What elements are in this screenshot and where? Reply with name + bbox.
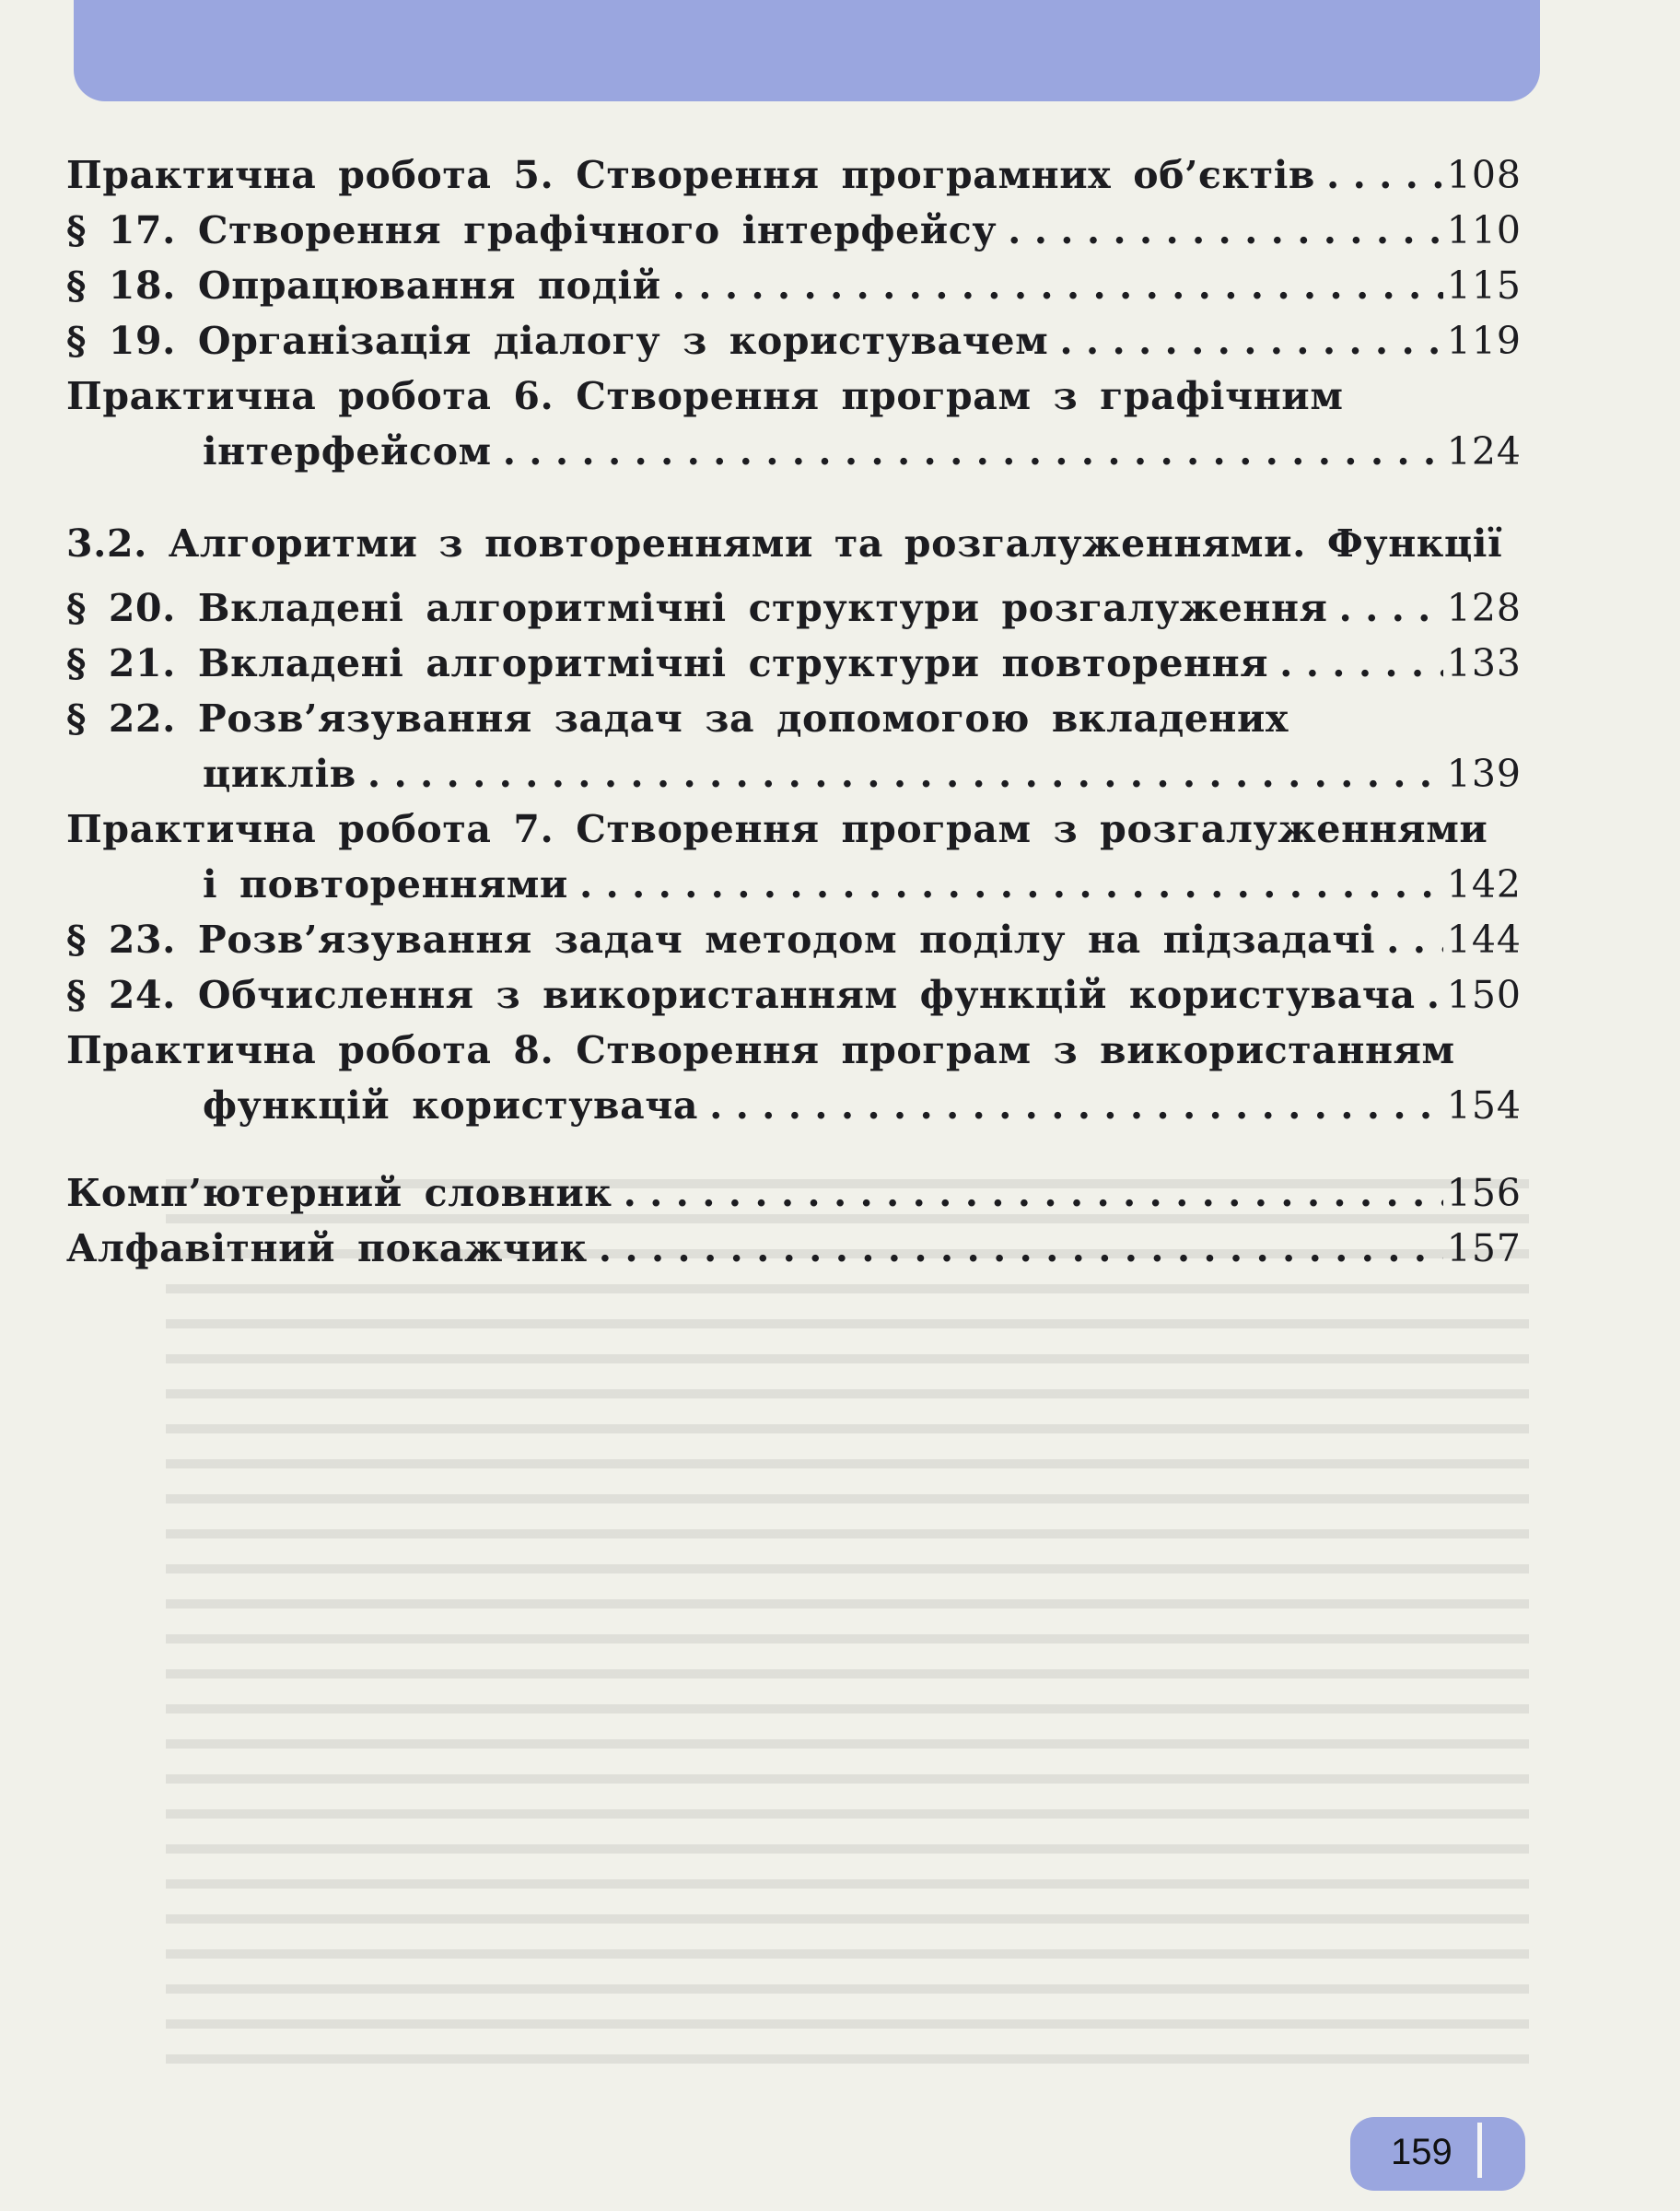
toc-entry-page: 156: [1446, 1171, 1522, 1215]
dot-leader: [503, 424, 1443, 479]
toc-entry[interactable]: [66, 1023, 1522, 1078]
page-number: 159: [1391, 2132, 1452, 2172]
toc-entry-title: Практична робота 5. Створення програмних об’єктів: [66, 153, 1316, 197]
toc-entry[interactable]: [66, 203, 1522, 258]
toc-entry[interactable]: [66, 313, 1522, 368]
toc-entry[interactable]: [66, 691, 1522, 746]
dot-leader: [1279, 636, 1443, 691]
dot-leader: [1326, 147, 1443, 203]
dot-leader: [672, 258, 1443, 313]
toc-entry-continuation[interactable]: [203, 1078, 1522, 1133]
toc-entry-continuation[interactable]: [203, 857, 1522, 912]
bleed-through-text: [166, 1179, 1529, 2064]
badge-tick-mark: [1477, 2123, 1482, 2178]
toc-entry-title: § 18. Опрацювання подій: [66, 263, 661, 308]
toc-entry-title-cont: інтерфейсом: [203, 429, 492, 474]
dot-leader: [1339, 580, 1443, 636]
toc-entry-page: 150: [1446, 973, 1522, 1017]
toc-entry-page: 124: [1446, 429, 1522, 474]
dot-leader: [1059, 313, 1442, 368]
toc-entry-title: § 24. Обчислення з використанням функцій користувача: [66, 973, 1416, 1017]
section-heading: 3.2. Алгоритми з повтореннями та розгалуженнями. Функції: [66, 521, 1503, 566]
dot-leader: [624, 1165, 1443, 1221]
toc-entry[interactable]: [66, 636, 1522, 691]
toc-entry-title: § 20. Вкладені алгоритмічні структури розгалуження: [66, 586, 1328, 630]
toc-entry-page: 110: [1446, 208, 1522, 252]
dot-leader: [1386, 912, 1443, 967]
toc-entry[interactable]: [66, 147, 1522, 203]
dot-leader: [368, 746, 1443, 801]
toc-entry[interactable]: [66, 1221, 1522, 1276]
toc-entry[interactable]: [66, 368, 1522, 424]
toc-entry-title: § 21. Вкладені алгоритмічні структури повторення: [66, 641, 1269, 685]
dot-leader: [599, 1221, 1443, 1276]
toc-entry-title: Практична робота 6. Створення програм з графічним: [66, 374, 1344, 418]
toc-entry[interactable]: [66, 1165, 1522, 1221]
toc-entry-title: § 23. Розв’язування задач методом поділу на підзадачі: [66, 918, 1376, 962]
dot-leader: [709, 1078, 1443, 1133]
toc-entry-title: § 17. Створення графічного інтерфейсу: [66, 208, 998, 252]
toc-entry-page: 133: [1446, 641, 1522, 685]
toc-entry-page: 139: [1446, 752, 1522, 796]
toc-entry-title-cont: функцій користувача: [203, 1083, 699, 1128]
toc-entry-title: Комп’ютерний словник: [66, 1171, 612, 1215]
toc-entry-page: 154: [1446, 1083, 1522, 1128]
toc-entry-title: Практична робота 8. Створення програм з використанням: [66, 1028, 1455, 1072]
toc-entry-page: 115: [1446, 263, 1522, 308]
dot-leader: [1427, 967, 1443, 1023]
toc-entry[interactable]: [66, 580, 1522, 636]
toc-entry-page: 119: [1446, 319, 1522, 363]
toc-entry-title: Алфавітний покажчик: [66, 1226, 588, 1270]
dot-leader: [1008, 203, 1443, 258]
toc-entry-continuation[interactable]: [203, 424, 1522, 479]
toc-entry-page: 142: [1446, 862, 1522, 907]
toc-entry[interactable]: [66, 801, 1522, 857]
toc-entry-title-cont: і повтореннями: [203, 862, 568, 907]
toc-entry-title: § 19. Організація діалогу з користувачем: [66, 319, 1049, 363]
toc-entry-page: 108: [1446, 153, 1522, 197]
toc-entry-title: § 22. Розв’язування задач за допомогою вкладених: [66, 696, 1289, 741]
toc-entry[interactable]: [66, 912, 1522, 967]
toc-entry-title: Практична робота 7. Створення програм з розгалуженнями: [66, 807, 1488, 851]
toc-entry[interactable]: [66, 258, 1522, 313]
toc-entry[interactable]: [66, 967, 1522, 1023]
dot-leader: [579, 857, 1443, 912]
toc-entry-page: 157: [1446, 1226, 1522, 1270]
toc-entry-page: 144: [1446, 918, 1522, 962]
toc-entry-continuation[interactable]: [203, 746, 1522, 801]
toc-entry-title-cont: циклів: [203, 752, 356, 796]
toc-entry-page: 128: [1446, 586, 1522, 630]
